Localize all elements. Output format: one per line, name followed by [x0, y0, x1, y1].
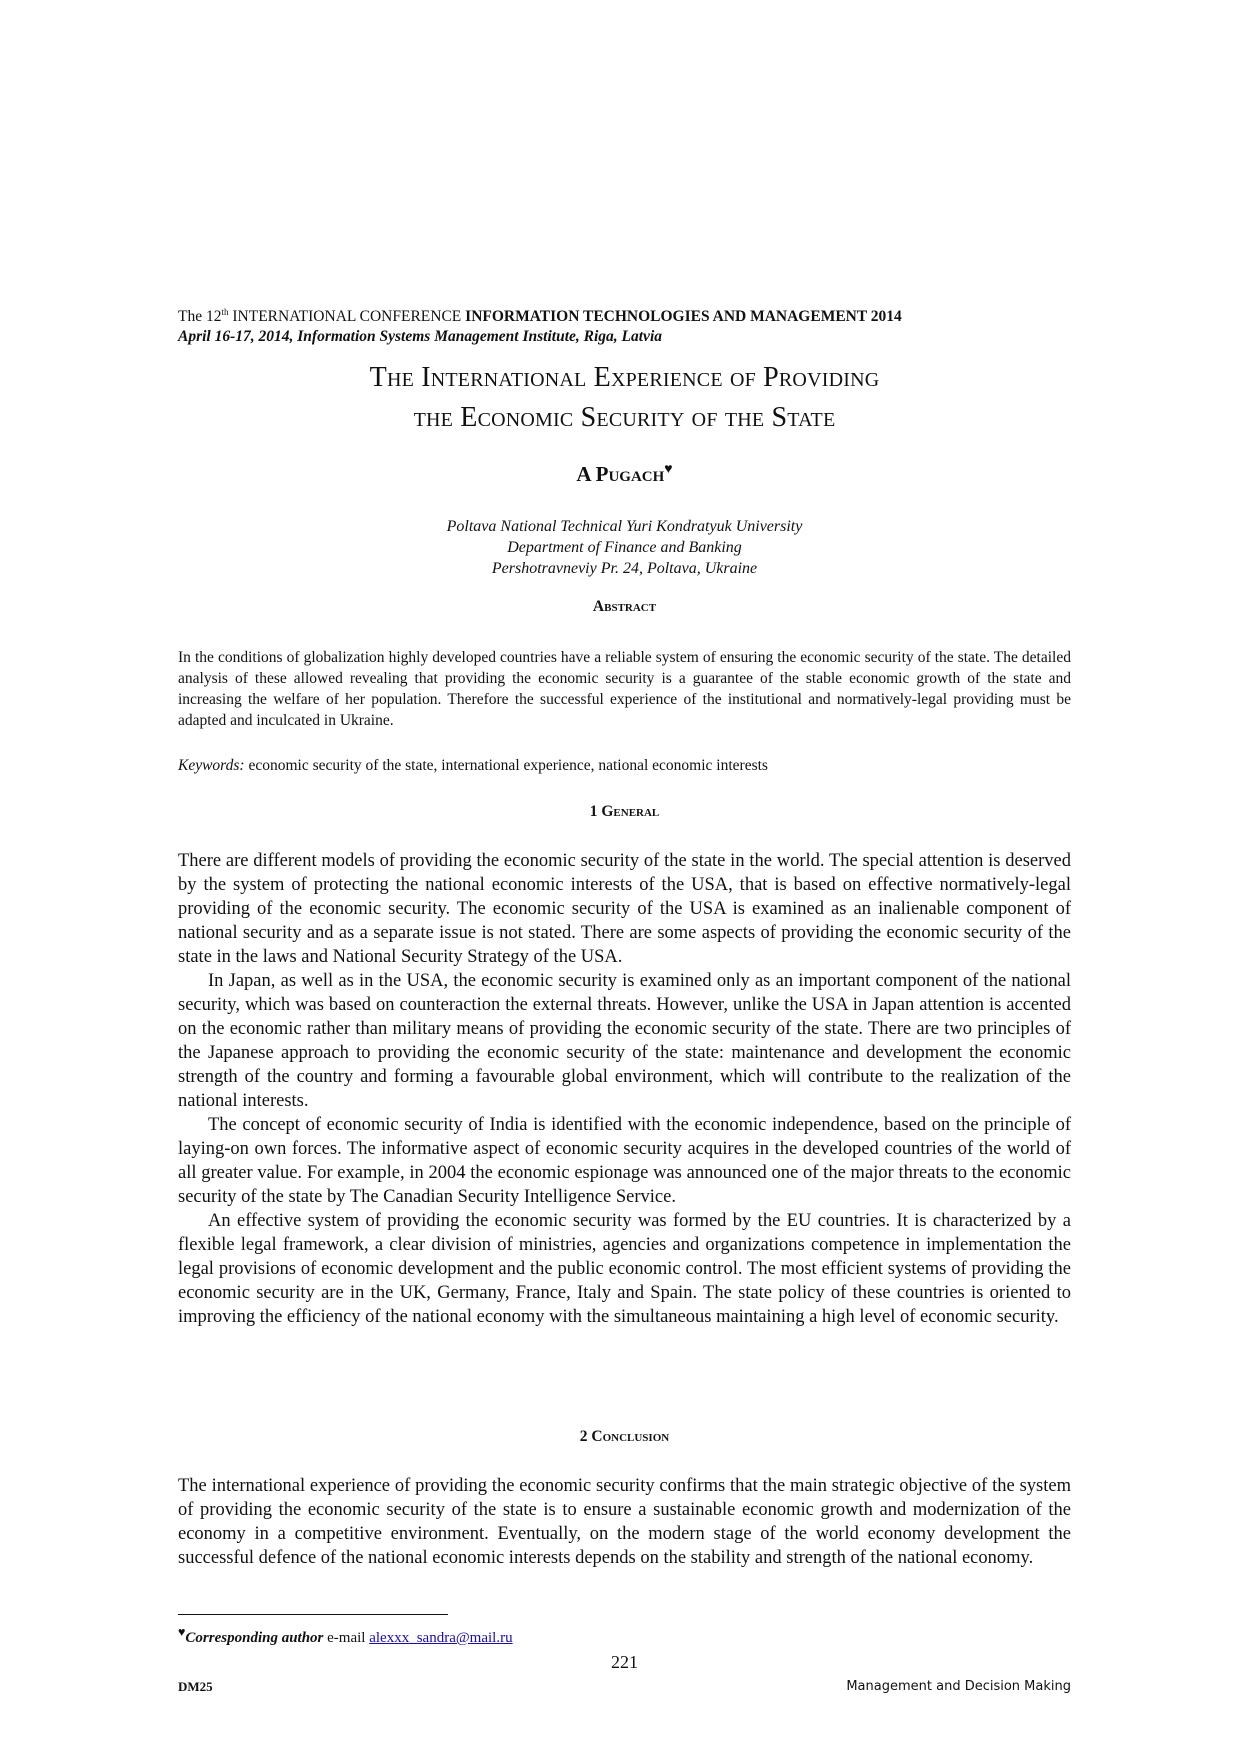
footnote-rule [178, 1614, 448, 1615]
paragraph: The concept of economic security of India is identified with the economic independence, based on the principle of laying-on own forces. The informative aspect of economic security acquires in the developed countries of the world of all greater value. For example, in 2004 the economic espionage was announced one of the major threats to the economic security of the state by The Canadian Security Intelligence Service. [178, 1115, 1071, 1207]
keywords-text: economic security of the state, international experience, national economic interests [244, 757, 768, 774]
affiliation-line: Poltava National Technical Yuri Kondratyuk University [446, 518, 803, 535]
footnote: ♥Corresponding author e-mail alexxx_sandra@mail.ru [178, 1625, 513, 1646]
paper-code: DM25 [178, 1679, 213, 1694]
keywords [178, 755, 1071, 776]
title-line-2: the Economic Security of the State [413, 402, 836, 433]
keywords-label: Keywords: [178, 757, 245, 774]
abstract-heading: Abstract [592, 598, 657, 615]
paragraph: There are different models of providing the economic security of the state in the world. The special attention is deserved by the system of protecting the national economic interests of the USA, that is based on effective normatively-legal providing of the economic security. The economic security of the USA is examined as an inalienable component of national security and as a separate issue is not stated. There are some aspects of providing the economic security of the state in the laws and National Security Strategy of the USA. [178, 851, 1071, 967]
heart-icon: ♥ [664, 462, 673, 477]
page-number: 221 [611, 1652, 638, 1672]
section-name: Management and Decision Making [846, 1679, 1071, 1694]
section-1-heading: 1 General [589, 803, 660, 820]
paper-page [178, 0, 1071, 1754]
paragraph: The international experience of providing the economic security confirms that the main strategic objective of the system of providing the economic security of the state is to ensure a sustainable economic growth and modernization of the economy in a competitive environment. Eventually, on the modern stage of the world economy development the successful defence of the national economic interests depends on the stability and strength of the national economy. [178, 1476, 1071, 1568]
heart-icon: ♥ [178, 1625, 186, 1639]
section-2-heading: 2 Conclusion [579, 1428, 670, 1445]
affiliation-line: Pershotravneviy Pr. 24, Poltava, Ukraine [491, 560, 758, 577]
author [178, 462, 1071, 487]
title-line-1: The International Experience of Providing [369, 362, 880, 393]
paragraph: In Japan, as well as in the USA, the economic security is examined only as an important component of the national security, which was based on counteraction the external threats. However, unlike the USA in Japan attention is accented on the economic rather than military means of providing the economic security of the state. There are two principles of the Japanese approach to providing the economic security of the state: maintenance and development the economic strength of the country and forming a favourable global environment, which will contribute to the realization of the national interests. [178, 971, 1071, 1111]
section-2-body [178, 1474, 1071, 1570]
footnote-label: Corresponding author [185, 1630, 324, 1646]
section-1-body [178, 849, 1071, 1329]
author-name: A Pugach [576, 462, 665, 486]
conference-line-2: April 16-17, 2014, Information Systems Management Institute, Riga, Latvia [178, 328, 662, 346]
email-link[interactable]: alexxx_sandra@mail.ru [369, 1630, 513, 1646]
paragraph: An effective system of providing the economic security was formed by the EU countries. It is characterized by a flexible legal framework, a clear division of ministries, agencies and organizations competence in implementation the legal provisions of economic development and the public economic control. The most efficient systems of providing the economic security are in the UK, Germany, France, Italy and Spain. The state policy of these countries is oriented to improving the efficiency of the national economy with the simultaneous maintaining a high level of economic security. [178, 1211, 1071, 1327]
affiliation-line: Department of Finance and Banking [507, 539, 742, 556]
affiliation [178, 516, 1071, 579]
conference-line-1: The 12th INTERNATIONAL CONFERENCE INFORMATION TECHNOLOGIES AND MANAGEMENT 2014 [178, 307, 902, 326]
paper-title [178, 358, 1071, 438]
conference-header [178, 302, 1071, 347]
abstract-text: In the conditions of globalization highly developed countries have a reliable system of ensuring the economic security of the state. The detailed analysis of these allowed revealing that providing the economic security is a guarantee of the stable economic growth of the state and increasing the welfare of her population. Therefore the successful experience of the institutional and normatively-legal providing must be adapted and inculcated in Ukraine. [178, 649, 1071, 729]
